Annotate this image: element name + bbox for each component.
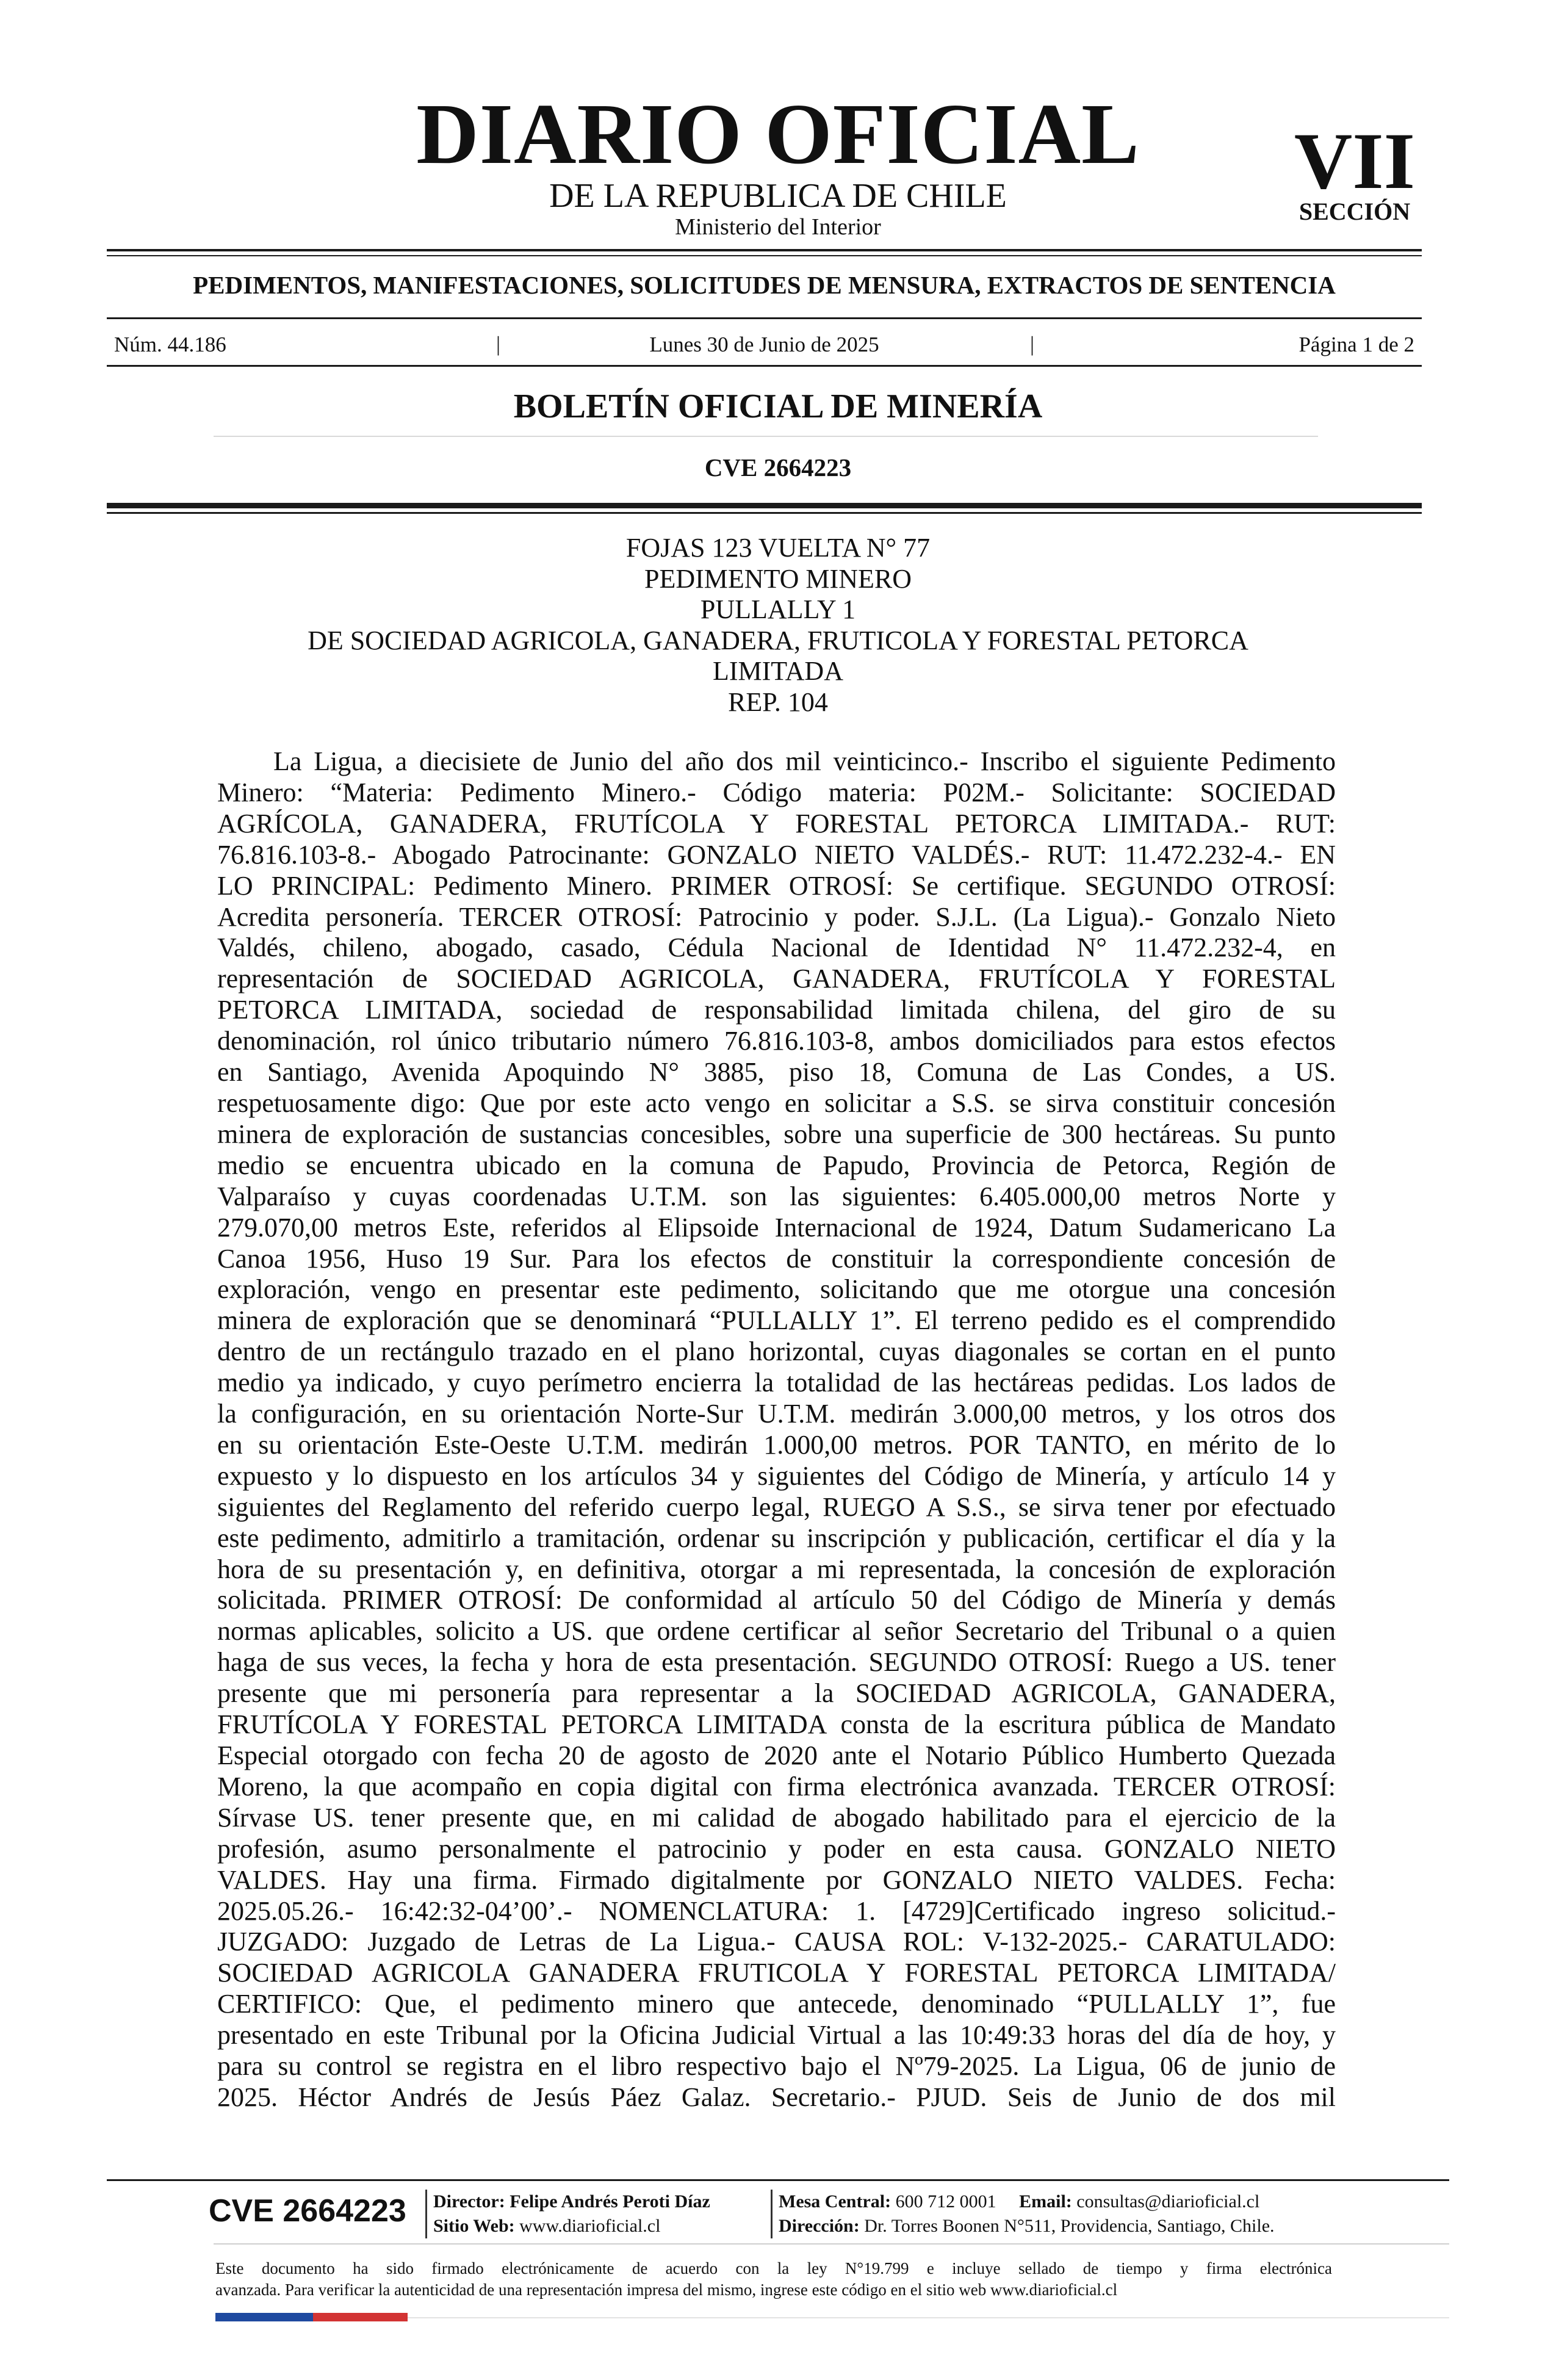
footer-note-line: Este documento ha sido firmado electrónicamente de acuerdo con la ley N°19.799 e incluye sellado de tiempo y firma electrónica <box>215 2259 1332 2277</box>
body-text-line: en su orientación Este-Oeste U.T.M. medirán 1.000,00 metros. POR TANTO, en mérito de lo <box>217 1429 1336 1460</box>
body-text-line: expuesto y lo dispuesto en los artículos 34 y siguientes del Código de Minería, y artículo 14 y <box>217 1460 1336 1491</box>
issue-separator: | <box>496 332 501 356</box>
issue-separator: | <box>1030 332 1035 356</box>
notice-body <box>217 746 1336 2113</box>
body-text-line: medio ya indicado, y cuyo perímetro encierra la totalidad de las hectáreas pedidas. Los lados de <box>217 1368 1336 1398</box>
flag-stripe-blue <box>215 2313 313 2321</box>
cve-code: CVE 2664223 <box>704 453 852 481</box>
body-text-line: siguientes del Reglamento del referido cuerpo legal, RUEGO A S.S., se sirva tener por efectuado <box>217 1491 1336 1522</box>
body-text-line: medio se encuentra ubicado en la comuna de Papudo, Provincia de Petorca, Región de <box>217 1150 1336 1180</box>
page-number: Página 1 de 2 <box>1298 333 1414 356</box>
body-text-line: respetuosamente digo: Que por este acto vengo en solicitar a S.S. se sirva constituir concesión <box>217 1087 1336 1118</box>
section-heading-rule <box>107 317 1422 319</box>
bulletin-divider <box>214 436 1318 437</box>
body-text-line: Valdés, chileno, abogado, casado, Cédula Nacional de Identidad N° 11.472.232-4, en <box>217 932 1336 963</box>
body-text-line: SOCIEDAD AGRICOLA GANADERA FRUTICOLA Y FORESTAL PETORCA LIMITADA/ <box>217 1958 1336 1988</box>
body-text-line: exploración, vengo en presentar este pedimento, solicitando que me otorgue una concesión <box>217 1274 1336 1305</box>
website-link[interactable]: www.diarioficial.cl <box>519 2216 661 2236</box>
masthead-rule-thin <box>107 255 1422 256</box>
email-label: Email: <box>1019 2191 1072 2212</box>
body-text-line: 2025. Héctor Andrés de Jesús Páez Galaz. Secretario.- PJUD. Seis de Junio de dos mil <box>217 2082 1336 2112</box>
director-label: Director: <box>433 2191 505 2212</box>
body-text-line: FRUTÍCOLA Y FORESTAL PETORCA LIMITADA consta de la escritura pública de Mandato <box>217 1709 1336 1740</box>
body-text-line: profesión, asumo personalmente el patrocinio y poder en esta causa. GONZALO NIETO <box>217 1833 1336 1864</box>
body-text-line: 279.070,00 metros Este, referidos al Elipsoide Internacional de 1924, Datum Sudamericano La <box>217 1212 1336 1242</box>
header-thick-rule <box>107 503 1422 508</box>
notice-heading-line: DE SOCIEDAD AGRICOLA, GANADERA, FRUTICOLA Y FORESTAL PETORCA <box>308 625 1248 655</box>
body-text-line: en Santiago, Avenida Apoquindo N° 3885, piso 18, Comuna de Las Condes, a US. <box>217 1057 1336 1087</box>
body-text-line: 2025.05.26.- 16:42:32-04’00’.- NOMENCLATURA: 1. [4729]Certificado ingreso solicitud.- <box>217 1895 1336 1926</box>
body-text-line: Minero: “Materia: Pedimento Minero.- Código materia: P02M.- Solicitante: SOCIEDAD <box>217 777 1336 807</box>
body-text-line: minera de exploración de sustancias concesibles, sobre una superficie de 300 hectáreas. Su punto <box>217 1119 1336 1149</box>
body-text-line: hora de su presentación y, en definitiva, otorgar a mi representada, la concesión de exploración <box>217 1554 1336 1584</box>
body-text-line: dentro de un rectángulo trazado en el plano horizontal, cuyas diagonales se cortan en el punto <box>217 1336 1336 1367</box>
body-text-line: 76.816.103-8.- Abogado Patrocinante: GONZALO NIETO VALDÉS.- RUT: 11.472.232-4.- EN <box>217 839 1336 870</box>
phone-number: 600 712 0001 <box>895 2191 996 2212</box>
footer-contacts-left <box>425 2190 710 2238</box>
body-text-line: JUZGADO: Juzgado de Letras de La Ligua.- CAUSA ROL: V-132-2025.- CARATULADO: <box>217 1927 1336 1957</box>
section-number: VII <box>1294 116 1416 206</box>
notice-heading-line: LIMITADA <box>713 656 843 687</box>
footer-cve-code: CVE 2664223 <box>209 2193 406 2229</box>
notice-heading <box>183 533 1373 718</box>
body-text-line: representación de SOCIEDAD AGRICOLA, GANADERA, FRUTÍCOLA Y FORESTAL <box>217 964 1336 994</box>
section-label: SECCIÓN <box>1298 198 1411 225</box>
body-text-line: normas aplicables, solicito a US. que ordene certificar al señor Secretario del Tribunal o a quien <box>217 1616 1336 1646</box>
body-text-line: presentado en este Tribunal por la Oficina Judicial Virtual a las 10:49:33 horas del día de hoy, y <box>217 2020 1336 2050</box>
body-text-line: presente que mi personería para representar a la SOCIEDAD AGRICOLA, GANADERA, <box>217 1678 1336 1709</box>
masthead-subtitle: DE LA REPUBLICA DE CHILE <box>549 177 1007 215</box>
notice-heading-line: PEDIMENTO MINERO <box>644 563 912 594</box>
body-text-line: este pedimento, admitirlo a tramitación, ordenar su inscripción y publicación, certificar el día y la <box>217 1523 1336 1553</box>
notice-heading-line: PULLALLY 1 <box>700 594 856 625</box>
masthead-title: DIARIO OFICIAL <box>416 85 1140 182</box>
footer-note-line: avanzada. Para verificar la autenticidad de una representación impresa del mismo, ingrese este código en el sitio web www.diarioficial.cl <box>215 2281 1118 2299</box>
body-text-line: minera de exploración que se denominará “PULLALLY 1”. El terreno pedido es el comprendido <box>217 1305 1336 1336</box>
flag-stripe-red <box>313 2313 408 2321</box>
section-heading: PEDIMENTOS, MANIFESTACIONES, SOLICITUDES DE MENSURA, EXTRACTOS DE SENTENCIA <box>193 271 1336 299</box>
body-text-line: solicitada. PRIMER OTROSÍ: De conformidad al artículo 50 del Código de Minería y demás <box>217 1585 1336 1615</box>
masthead-rule <box>107 249 1422 251</box>
body-text-line: para su control se registra en el libro respectivo bajo el Nº79-2025. La Ligua, 06 de junio de <box>217 2051 1336 2082</box>
website-label: Sitio Web: <box>433 2216 515 2236</box>
footer-rule <box>107 2179 1449 2181</box>
body-text-line: LO PRINCIPAL: Pedimento Minero. PRIMER OTROSÍ: Se certifique. SEGUNDO OTROSÍ: <box>217 870 1336 901</box>
header-thin-rule <box>107 512 1422 514</box>
issue-date: Lunes 30 de Junio de 2025 <box>649 333 879 356</box>
body-text-line: Acredita personería. TERCER OTROSÍ: Patrocinio y poder. S.J.L. (La Ligua).- Gonzalo Nieto <box>217 901 1336 932</box>
email-link[interactable]: consultas@diarioficial.cl <box>1076 2191 1260 2212</box>
issue-info-rule <box>107 365 1422 367</box>
body-text-line: haga de sus veces, la fecha y hora de esta presentación. SEGUNDO OTROSÍ: Ruego a US. tener <box>217 1647 1336 1678</box>
phone-label: Mesa Central: <box>779 2191 891 2212</box>
notice-heading-line: REP. 104 <box>728 687 828 717</box>
body-text-line: AGRÍCOLA, GANADERA, FRUTÍCOLA Y FORESTAL PETORCA LIMITADA.- RUT: <box>217 808 1336 838</box>
address-label: Dirección: <box>779 2216 860 2236</box>
body-text-line: Sírvase US. tener presente que, en mi calidad de abogado habilitado para el ejercicio de la <box>217 1802 1336 1833</box>
body-text-line: VALDES. Hay una firma. Firmado digitalmente por GONZALO NIETO VALDES. Fecha: <box>217 1864 1336 1895</box>
body-text-line: Especial otorgado con fecha 20 de agosto de 2020 ante el Notario Público Humberto Quezada <box>217 1740 1336 1770</box>
body-text-line: la configuración, en su orientación Norte-Sur U.T.M. medirán 3.000,00 metros, y los otros dos <box>217 1399 1336 1429</box>
body-text-line: La Ligua, a diecisiete de Junio del año dos mil veinticinco.- Inscribo el siguiente Pedimento <box>273 746 1336 776</box>
body-text-line: PETORCA LIMITADA, sociedad de responsabilidad limitada chilena, del giro de su <box>217 995 1336 1025</box>
bulletin-title: BOLETÍN OFICIAL DE MINERÍA <box>513 388 1043 425</box>
body-text-line: denominación, rol único tributario número 76.816.103-8, ambos domiciliados para estos efectos <box>217 1026 1336 1056</box>
footer-divider <box>214 2243 1449 2245</box>
body-text-line: Canoa 1956, Huso 19 Sur. Para los efectos de constituir la correspondiente concesión de <box>217 1243 1336 1274</box>
footer-contacts-right <box>771 2190 1275 2238</box>
body-text-line: CERTIFICO: Que, el pedimento minero que antecede, denominado “PULLALLY 1”, fue <box>217 1989 1336 2019</box>
masthead-ministry: Ministerio del Interior <box>675 214 881 240</box>
notice-heading-line: FOJAS 123 VUELTA N° 77 <box>625 533 931 563</box>
issue-number: Núm. 44.186 <box>114 333 226 356</box>
footer-bottom-rule <box>408 2317 1449 2318</box>
footer-legal-note <box>215 2258 1332 2301</box>
address: Dr. Torres Boonen N°511, Providencia, Santiago, Chile. <box>864 2216 1275 2236</box>
body-text-line: Moreno, la que acompaño en copia digital con firma electrónica avanzada. TERCER OTROSÍ: <box>217 1771 1336 1801</box>
body-text-line: Valparaíso y cuyas coordenadas U.T.M. son las siguientes: 6.405.000,00 metros Norte y <box>217 1181 1336 1211</box>
director-name: Felipe Andrés Peroti Díaz <box>510 2191 710 2212</box>
